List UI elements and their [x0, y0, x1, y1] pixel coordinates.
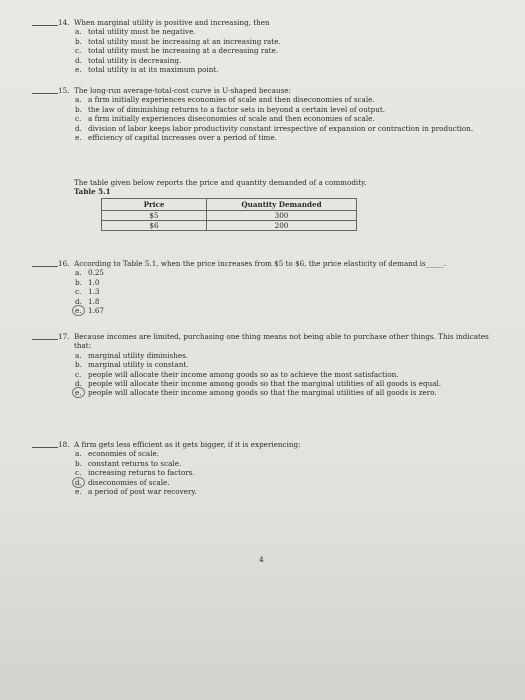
table-cell: $5	[102, 211, 207, 221]
answer-blank	[32, 339, 58, 340]
question-17	[32, 332, 502, 398]
option: e. efficiency of capital increases over a period of time.	[75, 133, 277, 143]
option: e. people will allocate their income among goods so that the marginal utilities of all goods is zero.	[74, 388, 502, 397]
option: a. a firm initially experiences economies of scale and then diseconomies of scale.	[75, 95, 375, 105]
option: b. total utility must be increasing at an increasing rate.	[75, 36, 281, 46]
question-stem: Because incomes are limited, purchasing one thing means not being able to purchase other things. This indicates that:	[74, 332, 489, 351]
option: a. total utility must be negative.	[75, 27, 196, 37]
table-caption: Table 5.1	[74, 187, 111, 196]
circled-answer: d.	[72, 477, 85, 488]
option: b. 1.0	[75, 277, 100, 287]
table-intro: The table given below reports the price and quantity demanded of a commodity.	[74, 178, 367, 187]
question-16	[32, 259, 502, 315]
option: a. economies of scale.	[75, 449, 160, 459]
question-number: 16.	[58, 259, 70, 268]
question-stem: When marginal utility is positive and increasing, then	[74, 18, 270, 27]
answer-blank	[32, 25, 58, 26]
question-15	[32, 86, 502, 142]
option: c. a firm initially experiences diseconomies of scale and then economies of scale.	[75, 114, 375, 124]
option: a. marginal utility diminishes.	[75, 350, 189, 360]
question-number: 17.	[58, 332, 70, 341]
option: d. total utility is decreasing.	[75, 55, 182, 65]
option: e. a period of post war recovery.	[75, 487, 197, 497]
table-cell: 300	[207, 211, 357, 221]
table-row	[102, 211, 357, 221]
option: b. marginal utility is constant.	[75, 360, 189, 370]
answer-blank	[32, 93, 58, 94]
option: d. 1.8	[75, 296, 100, 306]
question-14	[32, 18, 502, 74]
option: e. total utility is at its maximum point.	[75, 65, 219, 75]
question-stem: According to Table 5.1, when the price increases from $5 to $6, the price elasticity of demand is_____.	[74, 259, 447, 268]
option: c. increasing returns to factors.	[75, 468, 195, 478]
option: d. division of labor keeps labor productivity constant irrespective of expansion or contraction in production.	[75, 123, 474, 133]
column-header: Quantity Demanded	[207, 199, 357, 211]
circled-answer: e.	[72, 305, 85, 316]
answer-blank	[32, 266, 58, 267]
option: c. 1.3	[75, 287, 100, 297]
option: b. constant returns to scale.	[75, 458, 182, 468]
question-18	[32, 440, 502, 496]
question-number: 15.	[58, 86, 70, 95]
table-5-1	[101, 198, 357, 231]
option: e. 1.67	[74, 306, 502, 315]
circled-answer: e.	[72, 387, 85, 398]
question-stem: A firm gets less efficient as it gets bigger, if it is experiencing:	[74, 440, 301, 449]
option: d. diseconomies of scale.	[74, 478, 502, 487]
option: c. total utility must be increasing at a decreasing rate.	[75, 46, 279, 56]
table-cell: $6	[102, 221, 207, 231]
question-number: 18.	[58, 440, 70, 449]
option: b. the law of diminishing returns to a factor sets in beyond a certain level of output.	[75, 104, 386, 114]
table-row	[102, 221, 357, 231]
option: c. people will allocate their income among goods so as to achieve the most satisfaction.	[75, 369, 399, 379]
page-number: 4	[259, 555, 264, 564]
table-header-row	[102, 199, 357, 211]
question-stem: The long-run average-total-cost curve is U-shaped because:	[74, 86, 291, 95]
column-header: Price	[102, 199, 207, 211]
question-number: 14.	[58, 18, 70, 27]
table-cell: 200	[207, 221, 357, 231]
answer-blank	[32, 447, 58, 448]
option: a. 0.25	[75, 268, 105, 278]
option: d. people will allocate their income among goods so that the marginal utilities of all goods is equal.	[75, 379, 442, 389]
